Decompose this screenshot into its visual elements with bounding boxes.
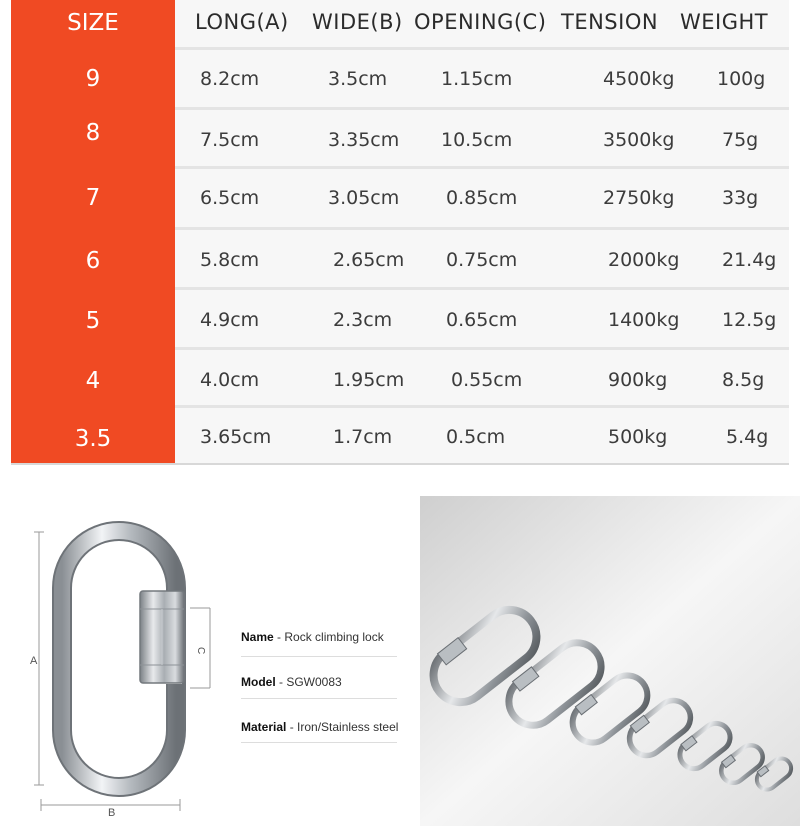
table-bottom-border bbox=[11, 463, 789, 465]
dimension-c-label: C bbox=[195, 647, 206, 655]
cell-tension: 500kg bbox=[608, 426, 668, 448]
cell-weight: 75g bbox=[722, 129, 759, 151]
cell-wide: 3.05cm bbox=[328, 187, 400, 209]
cell-wide: 1.95cm bbox=[333, 369, 405, 391]
row-divider bbox=[175, 107, 789, 110]
size-column bbox=[11, 0, 175, 465]
model-label: Model bbox=[241, 675, 276, 689]
header-opening: OPENING(C) bbox=[414, 10, 547, 34]
material-value: - Iron/Stainless steel bbox=[289, 720, 399, 734]
size-cell: 6 bbox=[85, 248, 101, 274]
cell-long: 3.65cm bbox=[200, 426, 272, 448]
cell-tension: 4500kg bbox=[603, 68, 675, 90]
info-divider bbox=[241, 698, 397, 699]
name-value: - Rock climbing lock bbox=[277, 630, 384, 644]
cell-weight: 33g bbox=[722, 187, 759, 209]
cell-wide: 2.65cm bbox=[333, 249, 405, 271]
cell-opening: 0.65cm bbox=[446, 309, 518, 331]
cell-weight: 100g bbox=[717, 68, 766, 90]
quick-link-dimension-diagram bbox=[0, 495, 420, 826]
row-divider bbox=[175, 287, 789, 290]
product-name bbox=[241, 630, 384, 644]
cell-wide: 3.35cm bbox=[328, 129, 400, 151]
product-model bbox=[241, 675, 342, 689]
cell-opening: 10.5cm bbox=[441, 129, 513, 151]
size-cell: 9 bbox=[85, 66, 101, 92]
info-divider bbox=[241, 656, 397, 657]
dimension-a-label: A bbox=[30, 655, 38, 667]
cell-weight: 5.4g bbox=[726, 426, 769, 448]
size-cell: 3.5 bbox=[74, 426, 112, 452]
size-cell: 7 bbox=[85, 185, 101, 211]
product-material bbox=[241, 720, 398, 734]
quick-link-illustration bbox=[62, 531, 184, 787]
header-tension: TENSION bbox=[561, 10, 659, 34]
cell-tension: 2000kg bbox=[608, 249, 680, 271]
size-cell: 8 bbox=[85, 120, 101, 146]
row-divider bbox=[175, 227, 789, 230]
info-divider bbox=[241, 742, 397, 743]
cell-long: 7.5cm bbox=[200, 129, 260, 151]
material-label: Material bbox=[241, 720, 287, 734]
size-cell: 4 bbox=[85, 368, 101, 394]
header-weight: WEIGHT bbox=[680, 10, 769, 34]
model-value: - SGW0083 bbox=[279, 675, 342, 689]
cell-opening: 0.85cm bbox=[446, 187, 518, 209]
cell-wide: 3.5cm bbox=[328, 68, 388, 90]
cell-tension: 1400kg bbox=[608, 309, 680, 331]
cell-long: 4.9cm bbox=[200, 309, 260, 331]
cell-opening: 0.5cm bbox=[446, 426, 506, 448]
cell-weight: 12.5g bbox=[722, 309, 777, 331]
row-divider bbox=[175, 47, 789, 50]
cell-wide: 2.3cm bbox=[333, 309, 393, 331]
cell-long: 4.0cm bbox=[200, 369, 260, 391]
cell-tension: 3500kg bbox=[603, 129, 675, 151]
row-divider bbox=[175, 405, 789, 408]
cell-wide: 1.7cm bbox=[333, 426, 393, 448]
cell-long: 6.5cm bbox=[200, 187, 260, 209]
cell-opening: 0.55cm bbox=[451, 369, 523, 391]
header-long: LONG(A) bbox=[195, 10, 289, 34]
name-label: Name bbox=[241, 630, 274, 644]
cell-tension: 2750kg bbox=[603, 187, 675, 209]
spec-table bbox=[175, 0, 789, 465]
cell-weight: 21.4g bbox=[722, 249, 777, 271]
cell-long: 5.8cm bbox=[200, 249, 260, 271]
size-header: SIZE bbox=[67, 10, 119, 36]
header-wide: WIDE(B) bbox=[312, 10, 403, 34]
row-divider bbox=[175, 347, 789, 350]
product-photo bbox=[420, 496, 800, 826]
size-cell: 5 bbox=[85, 308, 101, 334]
cell-weight: 8.5g bbox=[722, 369, 765, 391]
row-divider bbox=[175, 166, 789, 169]
cell-opening: 0.75cm bbox=[446, 249, 518, 271]
cell-opening: 1.15cm bbox=[441, 68, 513, 90]
dimension-b-label: B bbox=[108, 807, 116, 819]
cell-long: 8.2cm bbox=[200, 68, 260, 90]
cell-tension: 900kg bbox=[608, 369, 668, 391]
